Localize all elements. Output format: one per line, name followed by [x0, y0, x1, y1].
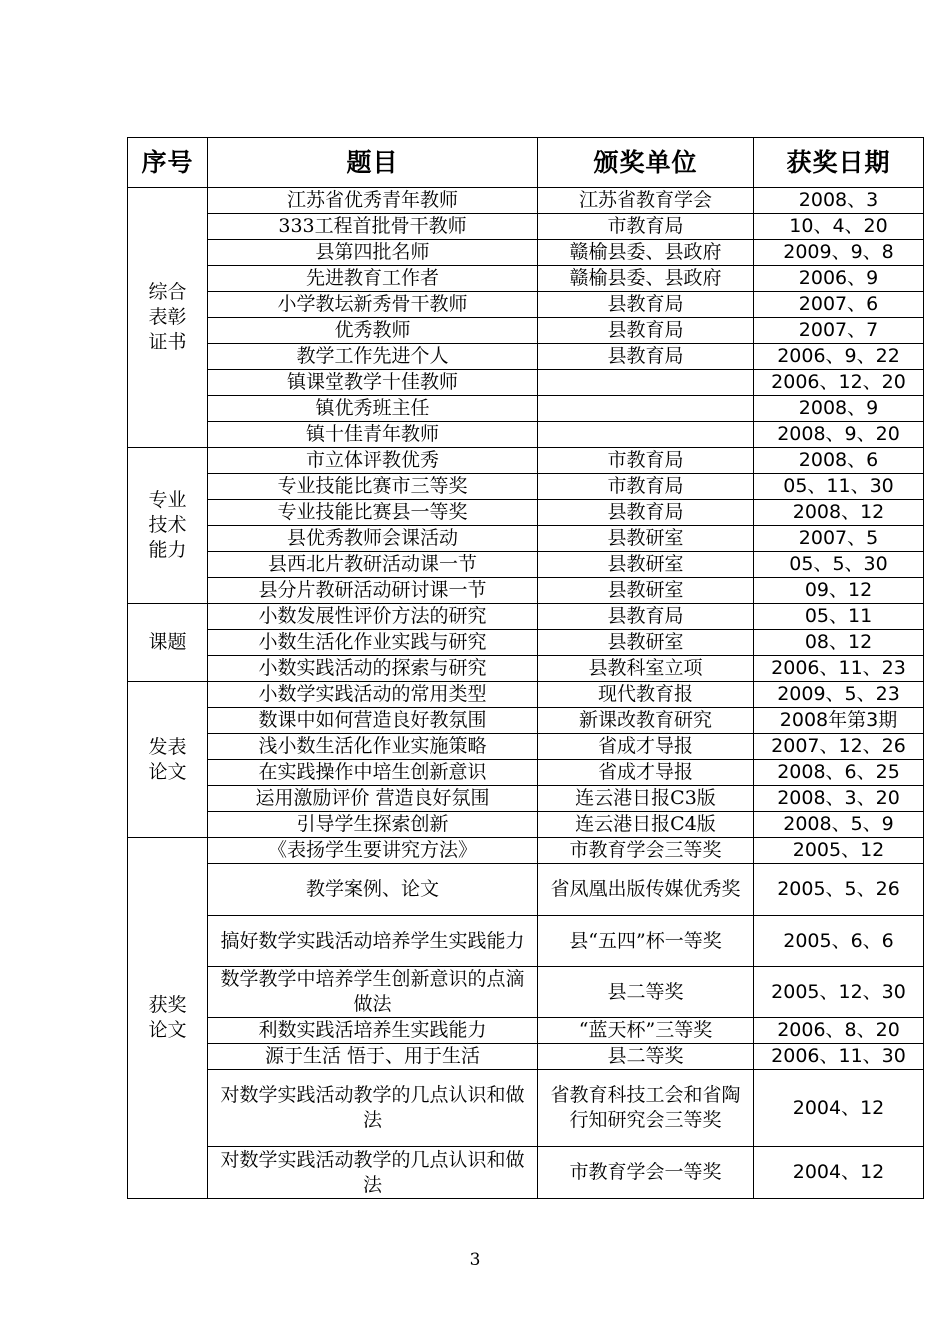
award-body: [128, 188, 924, 1199]
table-row: [128, 916, 924, 967]
title-cell: 数课中如何营造良好教氛围: [208, 708, 538, 734]
table-row: [128, 578, 924, 604]
date-cell: 2009、5、23: [754, 682, 924, 708]
title-cell: 教学案例、论文: [208, 864, 538, 916]
category-line: 发表: [148, 735, 187, 758]
table-row: [128, 1070, 924, 1147]
issuer-cell: 县教育局: [538, 292, 754, 318]
title-cell: 利数实践活培养生实践能力: [208, 1018, 538, 1044]
issuer-cell: 连云港日报C4版: [538, 812, 754, 838]
title-cell: 浅小数生活化作业实施策略: [208, 734, 538, 760]
issuer-cell: 连云港日报C3版: [538, 786, 754, 812]
date-cell: 2006、9: [754, 266, 924, 292]
table-row: [128, 474, 924, 500]
title-cell: 专业技能比赛县一等奖: [208, 500, 538, 526]
category-line: 能力: [148, 539, 187, 561]
table-row: [128, 967, 924, 1018]
table-row: [128, 370, 924, 396]
table-row: [128, 838, 924, 864]
issuer-cell: 市教育局: [538, 448, 754, 474]
page-number: 3: [469, 1250, 481, 1270]
date-cell: 2005、12、30: [754, 967, 924, 1018]
issuer-cell: 市教育学会一等奖: [538, 1147, 754, 1199]
issuer-cell: 省成才导报: [538, 734, 754, 760]
date-cell: 2008、5、9: [754, 812, 924, 838]
date-cell: 2004、12: [754, 1147, 924, 1199]
date-cell: 2008、12: [754, 500, 924, 526]
date-cell: 2008、9: [754, 396, 924, 422]
date-cell: 2009、9、8: [754, 240, 924, 266]
title-cell: 镇十佳青年教师: [208, 422, 538, 448]
date-cell: 2007、12、26: [754, 734, 924, 760]
table-row: [128, 266, 924, 292]
date-cell: 05、5、30: [754, 552, 924, 578]
header-date: 获奖日期: [754, 138, 924, 188]
issuer-cell: 县教科室立项: [538, 656, 754, 682]
table-row: [128, 188, 924, 214]
issuer-cell: 新课改教育研究: [538, 708, 754, 734]
category-line: 论文: [148, 760, 187, 783]
title-cell: 搞好数学实践活动培养学生实践能力: [208, 916, 538, 967]
category-cell: [128, 188, 208, 448]
issuer-cell: 县教研室: [538, 526, 754, 552]
table-row: [128, 656, 924, 682]
header-title: 题目: [208, 138, 538, 188]
title-cell: 小数生活化作业实践与研究: [208, 630, 538, 656]
issuer-cell: 现代教育报: [538, 682, 754, 708]
header-index: 序号: [128, 138, 208, 188]
category-line: 技术: [148, 514, 187, 536]
date-cell: 09、12: [754, 578, 924, 604]
issuer-cell: 赣榆县委、县政府: [538, 240, 754, 266]
issuer-cell: 市教育局: [538, 474, 754, 500]
issuer-cell: 县教研室: [538, 552, 754, 578]
date-cell: 05、11: [754, 604, 924, 630]
title-cell: 镇课堂教学十佳教师: [208, 370, 538, 396]
issuer-cell: 县教研室: [538, 578, 754, 604]
title-cell: 县西北片教研活动课一节: [208, 552, 538, 578]
date-cell: 2004、12: [754, 1070, 924, 1147]
title-cell: 教学工作先进个人: [208, 344, 538, 370]
date-cell: 10、4、20: [754, 214, 924, 240]
title-cell: 对数学实践活动教学的几点认识和做法: [208, 1147, 538, 1199]
category-cell: [128, 838, 208, 1199]
table-row: [128, 318, 924, 344]
title-cell: 《表扬学生要讲究方法》: [208, 838, 538, 864]
issuer-cell: 县教研室: [538, 630, 754, 656]
table-row: [128, 708, 924, 734]
title-cell: 对数学实践活动教学的几点认识和做法: [208, 1070, 538, 1147]
issuer-cell: 县二等奖: [538, 967, 754, 1018]
title-cell: 数学教学中培养学生创新意识的点滴做法: [208, 967, 538, 1018]
title-cell: 小学教坛新秀骨干教师: [208, 292, 538, 318]
date-cell: 2006、11、30: [754, 1044, 924, 1070]
date-cell: 2005、5、26: [754, 864, 924, 916]
table-row: [128, 500, 924, 526]
category-cell: [128, 604, 208, 682]
date-cell: 2007、6: [754, 292, 924, 318]
issuer-cell: 县教育局: [538, 318, 754, 344]
date-cell: 2008、9、20: [754, 422, 924, 448]
date-cell: 05、11、30: [754, 474, 924, 500]
table-row: [128, 864, 924, 916]
title-cell: 县分片教研活动研讨课一节: [208, 578, 538, 604]
table-row: [128, 214, 924, 240]
title-cell: 运用激励评价 营造良好氛围: [208, 786, 538, 812]
date-cell: 2008、6、25: [754, 760, 924, 786]
date-cell: 2007、5: [754, 526, 924, 552]
date-cell: 2006、9、22: [754, 344, 924, 370]
table-row: [128, 734, 924, 760]
date-cell: 2006、8、20: [754, 1018, 924, 1044]
date-cell: 2006、12、20: [754, 370, 924, 396]
issuer-cell: 江苏省教育学会: [538, 188, 754, 214]
table-row: [128, 812, 924, 838]
date-cell: 2008、3: [754, 188, 924, 214]
header-row: [128, 138, 924, 188]
table-row: [128, 1147, 924, 1199]
table-row: [128, 422, 924, 448]
issuer-cell: 市教育学会三等奖: [538, 838, 754, 864]
title-cell: 先进教育工作者: [208, 266, 538, 292]
date-cell: 2008年第3期: [754, 708, 924, 734]
category-line: 论文: [148, 1019, 187, 1041]
issuer-cell: 赣榆县委、县政府: [538, 266, 754, 292]
category-line: 综合: [148, 281, 187, 303]
title-cell: 专业技能比赛市三等奖: [208, 474, 538, 500]
issuer-cell: [538, 396, 754, 422]
title-cell: 引导学生探索创新: [208, 812, 538, 838]
title-cell: 县优秀教师会课活动: [208, 526, 538, 552]
issuer-cell: 省成才导报: [538, 760, 754, 786]
date-cell: 2007、7: [754, 318, 924, 344]
table-row: [128, 344, 924, 370]
issuer-cell: 县教育局: [538, 500, 754, 526]
date-cell: 08、12: [754, 630, 924, 656]
table-row: [128, 1018, 924, 1044]
award-table: [127, 137, 924, 1199]
title-cell: 市立体评教优秀: [208, 448, 538, 474]
table-row: [128, 526, 924, 552]
category-line: 专业: [148, 489, 187, 511]
title-cell: 镇优秀班主任: [208, 396, 538, 422]
issuer-cell: 省凤凰出版传媒优秀奖: [538, 864, 754, 916]
header-issuer: 颁奖单位: [538, 138, 754, 188]
title-cell: 333工程首批骨干教师: [208, 214, 538, 240]
title-cell: 小数实践活动的探索与研究: [208, 656, 538, 682]
title-cell: 源于生活 悟于、用于生活: [208, 1044, 538, 1070]
date-cell: 2008、6: [754, 448, 924, 474]
title-cell: 优秀教师: [208, 318, 538, 344]
title-cell: 小数学实践活动的常用类型: [208, 682, 538, 708]
date-cell: 2006、11、23: [754, 656, 924, 682]
issuer-cell: 省教育科技工会和省陶行知研究会三等奖: [538, 1070, 754, 1147]
date-cell: 2005、12: [754, 838, 924, 864]
issuer-cell: 市教育局: [538, 214, 754, 240]
title-cell: 小数发展性评价方法的研究: [208, 604, 538, 630]
issuer-cell: 县二等奖: [538, 1044, 754, 1070]
category-cell: [128, 448, 208, 604]
issuer-cell: 县教育局: [538, 604, 754, 630]
title-cell: 县第四批名师: [208, 240, 538, 266]
table-row: [128, 786, 924, 812]
title-cell: 在实践操作中培生创新意识: [208, 760, 538, 786]
category-cell: [128, 682, 208, 838]
issuer-cell: “蓝天杯”三等奖: [538, 1018, 754, 1044]
issuer-cell: 县“五四”杯一等奖: [538, 916, 754, 967]
table-row: [128, 760, 924, 786]
category-line: 表彰: [148, 306, 187, 328]
category-line: 证书: [148, 331, 187, 353]
issuer-cell: [538, 422, 754, 448]
issuer-cell: 县教育局: [538, 344, 754, 370]
table-row: [128, 630, 924, 656]
issuer-cell: [538, 370, 754, 396]
table-row: [128, 292, 924, 318]
table-row: [128, 1044, 924, 1070]
date-cell: 2008、3、20: [754, 786, 924, 812]
category-line: 课题: [148, 631, 187, 653]
table-row: [128, 448, 924, 474]
table-row: [128, 396, 924, 422]
date-cell: 2005、6、6: [754, 916, 924, 967]
title-cell: 江苏省优秀青年教师: [208, 188, 538, 214]
table-row: [128, 552, 924, 578]
table-row: [128, 682, 924, 708]
table-row: [128, 240, 924, 266]
category-line: 获奖: [148, 994, 187, 1016]
table-row: [128, 604, 924, 630]
